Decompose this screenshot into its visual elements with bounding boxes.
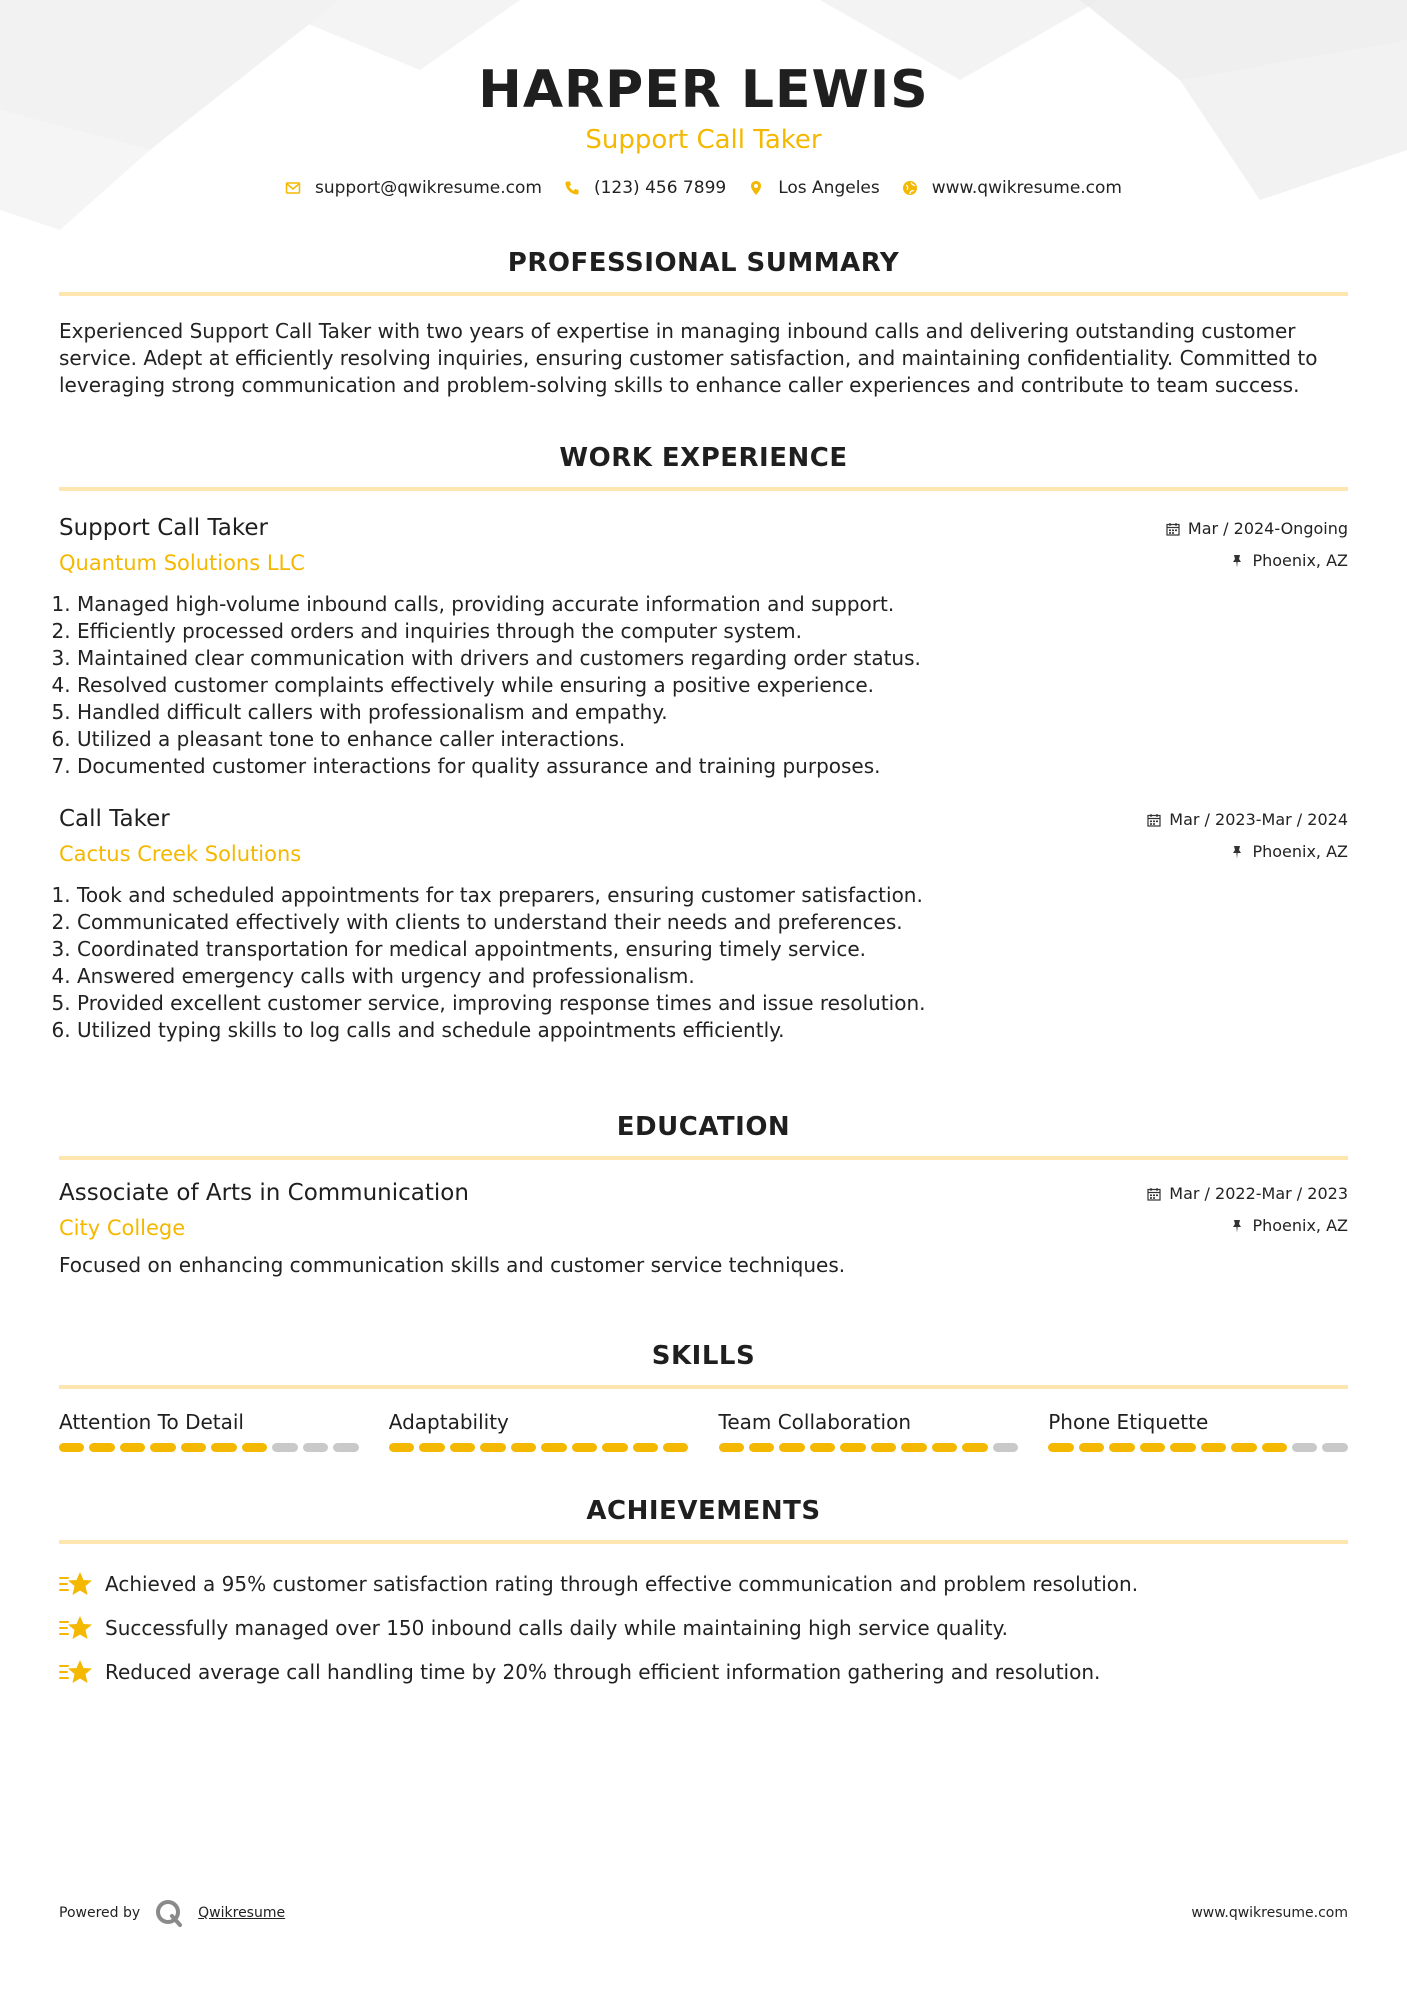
skill-segment-filled	[572, 1443, 597, 1452]
list-item: 5. Provided excellent customer service, improving response times and issue resolution.	[77, 990, 1348, 1017]
skill-segment-filled	[932, 1443, 957, 1452]
skill-name: Adaptability	[388, 1410, 509, 1434]
contact-phone-text: (123) 456 7899	[593, 178, 727, 198]
achievement-text: Reduced average call handling time by 20% through efficient information gathering and resolution.	[105, 1659, 1101, 1684]
contact-website-text: www.qwikresume.com	[931, 178, 1122, 198]
skill-segment-empty	[1322, 1443, 1347, 1452]
skill-segment-filled	[120, 1443, 145, 1452]
pushpin-icon	[1230, 1219, 1244, 1233]
degree-name: Associate of Arts in Communication	[59, 1180, 469, 1206]
calendar-icon	[1147, 1187, 1161, 1201]
skill-segment-filled	[541, 1443, 566, 1452]
skill-segment-empty	[303, 1443, 328, 1452]
achievements-list	[59, 1562, 1348, 1694]
list-item: 3. Maintained clear communication with drivers and customers regarding order status.	[77, 645, 1348, 672]
skill-segment-filled	[1262, 1443, 1287, 1452]
list-item: 6. Utilized typing skills to log calls and schedule appointments efficiently.	[77, 1017, 1348, 1044]
section-title: ACHIEVEMENTS	[586, 1496, 821, 1526]
pushpin-icon	[1230, 554, 1244, 568]
section-divider	[59, 1385, 1348, 1389]
skill-segment-filled	[749, 1443, 774, 1452]
skill-level-bar	[719, 1443, 1019, 1452]
section-title: PROFESSIONAL SUMMARY	[507, 248, 900, 278]
summary-text: Experienced Support Call Taker with two years of expertise in managing inbound calls and delivering outstanding customer service. Adept at efficiently resolving inquiries, ensuring customer satisfaction, and maintaining confidentiality. Committed to leveraging strong communication and problem-solving skills to enhance caller experiences and contribute to team success.	[59, 319, 1318, 397]
skill-segment-filled	[1231, 1443, 1256, 1452]
contact-location	[748, 178, 880, 198]
page-footer	[59, 1898, 1348, 1928]
skill-segment-filled	[810, 1443, 835, 1452]
skill-segment-filled	[419, 1443, 444, 1452]
skill-segment-filled	[1170, 1443, 1195, 1452]
skill-name: Attention To Detail	[59, 1410, 244, 1434]
job-role: Support Call Taker	[59, 515, 268, 541]
contact-bar	[59, 178, 1348, 198]
shooting-star-icon	[59, 1569, 93, 1599]
list-item: 4. Answered emergency calls with urgency and professionalism.	[77, 963, 1348, 990]
skill-segment-filled	[901, 1443, 926, 1452]
job-entry	[59, 513, 1348, 780]
contact-email[interactable]	[285, 178, 542, 198]
map-pin-icon	[748, 180, 764, 196]
skill-segment-filled	[511, 1443, 536, 1452]
section-divider	[59, 487, 1348, 491]
job-dates: Mar / 2024-Ongoing	[1187, 519, 1348, 538]
skill-segment-filled	[59, 1443, 84, 1452]
skill-segment-filled	[719, 1443, 744, 1452]
pushpin-icon	[1230, 845, 1244, 859]
skill-name: Team Collaboration	[718, 1410, 912, 1434]
job-dates: Mar / 2023-Mar / 2024	[1169, 810, 1348, 829]
skill-segment-empty	[333, 1443, 358, 1452]
skill-segment-filled	[1109, 1443, 1134, 1452]
skill-level-bar	[1048, 1443, 1348, 1452]
skill-segment-filled	[962, 1443, 987, 1452]
qwikresume-logo-icon	[154, 1898, 184, 1928]
skill-segment-filled	[450, 1443, 475, 1452]
list-item: 2. Efficiently processed orders and inquiries through the computer system.	[77, 618, 1348, 645]
achievements-section	[59, 1494, 1348, 1694]
skill-item	[389, 1409, 689, 1452]
qwikresume-link[interactable]: Qwikresume	[198, 1905, 286, 1921]
powered-by-label: Powered by	[59, 1905, 141, 1921]
section-title: EDUCATION	[616, 1112, 791, 1142]
skill-segment-filled	[602, 1443, 627, 1452]
skill-segment-filled	[1201, 1443, 1226, 1452]
skill-item	[719, 1409, 1019, 1452]
candidate-name: HARPER LEWIS	[478, 60, 929, 120]
shooting-star-icon	[59, 1613, 93, 1643]
achievement-text: Achieved a 95% customer satisfaction rating through effective communication and problem resolution.	[105, 1571, 1139, 1596]
skill-item	[1048, 1409, 1348, 1452]
skill-segment-filled	[663, 1443, 688, 1452]
envelope-icon	[285, 180, 301, 196]
shooting-star-icon	[59, 1657, 93, 1687]
achievement-text: Successfully managed over 150 inbound calls daily while maintaining high service quality.	[105, 1615, 1008, 1640]
list-item: 7. Documented customer interactions for quality assurance and training purposes.	[77, 753, 1348, 780]
education-section	[59, 1110, 1348, 1279]
skill-segment-filled	[840, 1443, 865, 1452]
achievement-item	[59, 1606, 1348, 1650]
school-name: City College	[59, 1216, 186, 1240]
job-duties-list	[59, 591, 1348, 780]
job-company: Cactus Creek Solutions	[59, 842, 302, 866]
list-item: 2. Communicated effectively with clients to understand their needs and preferences.	[77, 909, 1348, 936]
list-item: 4. Resolved customer complaints effectively while ensuring a positive experience.	[77, 672, 1348, 699]
skill-segment-filled	[1048, 1443, 1073, 1452]
skill-segment-filled	[779, 1443, 804, 1452]
globe-icon	[902, 180, 918, 196]
education-entry	[59, 1178, 1348, 1279]
calendar-icon	[1147, 813, 1161, 827]
skill-segment-empty	[272, 1443, 297, 1452]
section-divider	[59, 1540, 1348, 1544]
footer-website[interactable]: www.qwikresume.com	[1191, 1905, 1348, 1921]
achievement-item	[59, 1650, 1348, 1694]
education-location: Phoenix, AZ	[1252, 1216, 1348, 1235]
skill-segment-filled	[480, 1443, 505, 1452]
candidate-title: Support Call Taker	[585, 125, 822, 155]
achievement-item	[59, 1562, 1348, 1606]
skill-segment-filled	[1140, 1443, 1165, 1452]
skill-segment-filled	[633, 1443, 658, 1452]
section-title: SKILLS	[651, 1341, 756, 1371]
job-company: Quantum Solutions LLC	[59, 551, 305, 575]
skill-segment-filled	[242, 1443, 267, 1452]
contact-phone[interactable]	[564, 178, 726, 198]
skill-segment-filled	[389, 1443, 414, 1452]
list-item: 6. Utilized a pleasant tone to enhance caller interactions.	[77, 726, 1348, 753]
skills-section	[59, 1339, 1348, 1452]
job-role: Call Taker	[59, 806, 170, 832]
list-item: 5. Handled difficult callers with professionalism and empathy.	[77, 699, 1348, 726]
job-location: Phoenix, AZ	[1252, 842, 1348, 861]
skill-level-bar	[59, 1443, 359, 1452]
summary-section	[59, 246, 1348, 399]
job-location: Phoenix, AZ	[1252, 551, 1348, 570]
skill-name: Phone Etiquette	[1048, 1410, 1209, 1434]
list-item: 3. Coordinated transportation for medical appointments, ensuring timely service.	[77, 936, 1348, 963]
education-description: Focused on enhancing communication skills and customer service techniques.	[59, 1253, 846, 1277]
list-item: 1. Took and scheduled appointments for tax preparers, ensuring customer satisfaction.	[77, 882, 1348, 909]
work-experience-section	[59, 441, 1348, 1044]
skill-segment-filled	[211, 1443, 236, 1452]
skill-segment-empty	[1292, 1443, 1317, 1452]
skill-segment-empty	[993, 1443, 1018, 1452]
skill-segment-filled	[89, 1443, 114, 1452]
contact-email-text: support@qwikresume.com	[315, 178, 542, 198]
section-title: WORK EXPERIENCE	[559, 443, 848, 473]
job-duties-list	[59, 882, 1348, 1044]
section-divider	[59, 1156, 1348, 1160]
skills-grid	[59, 1409, 1348, 1452]
skill-level-bar	[389, 1443, 689, 1452]
skill-segment-filled	[150, 1443, 175, 1452]
phone-icon	[564, 180, 580, 196]
skill-segment-filled	[1079, 1443, 1104, 1452]
education-dates: Mar / 2022-Mar / 2023	[1169, 1184, 1348, 1203]
list-item: 1. Managed high-volume inbound calls, providing accurate information and support.	[77, 591, 1348, 618]
skill-item	[59, 1409, 359, 1452]
calendar-icon	[1166, 522, 1180, 536]
contact-location-text: Los Angeles	[778, 178, 880, 198]
skill-segment-filled	[181, 1443, 206, 1452]
contact-website[interactable]	[902, 178, 1122, 198]
skill-segment-filled	[871, 1443, 896, 1452]
job-entry	[59, 804, 1348, 1044]
section-divider	[59, 292, 1348, 296]
